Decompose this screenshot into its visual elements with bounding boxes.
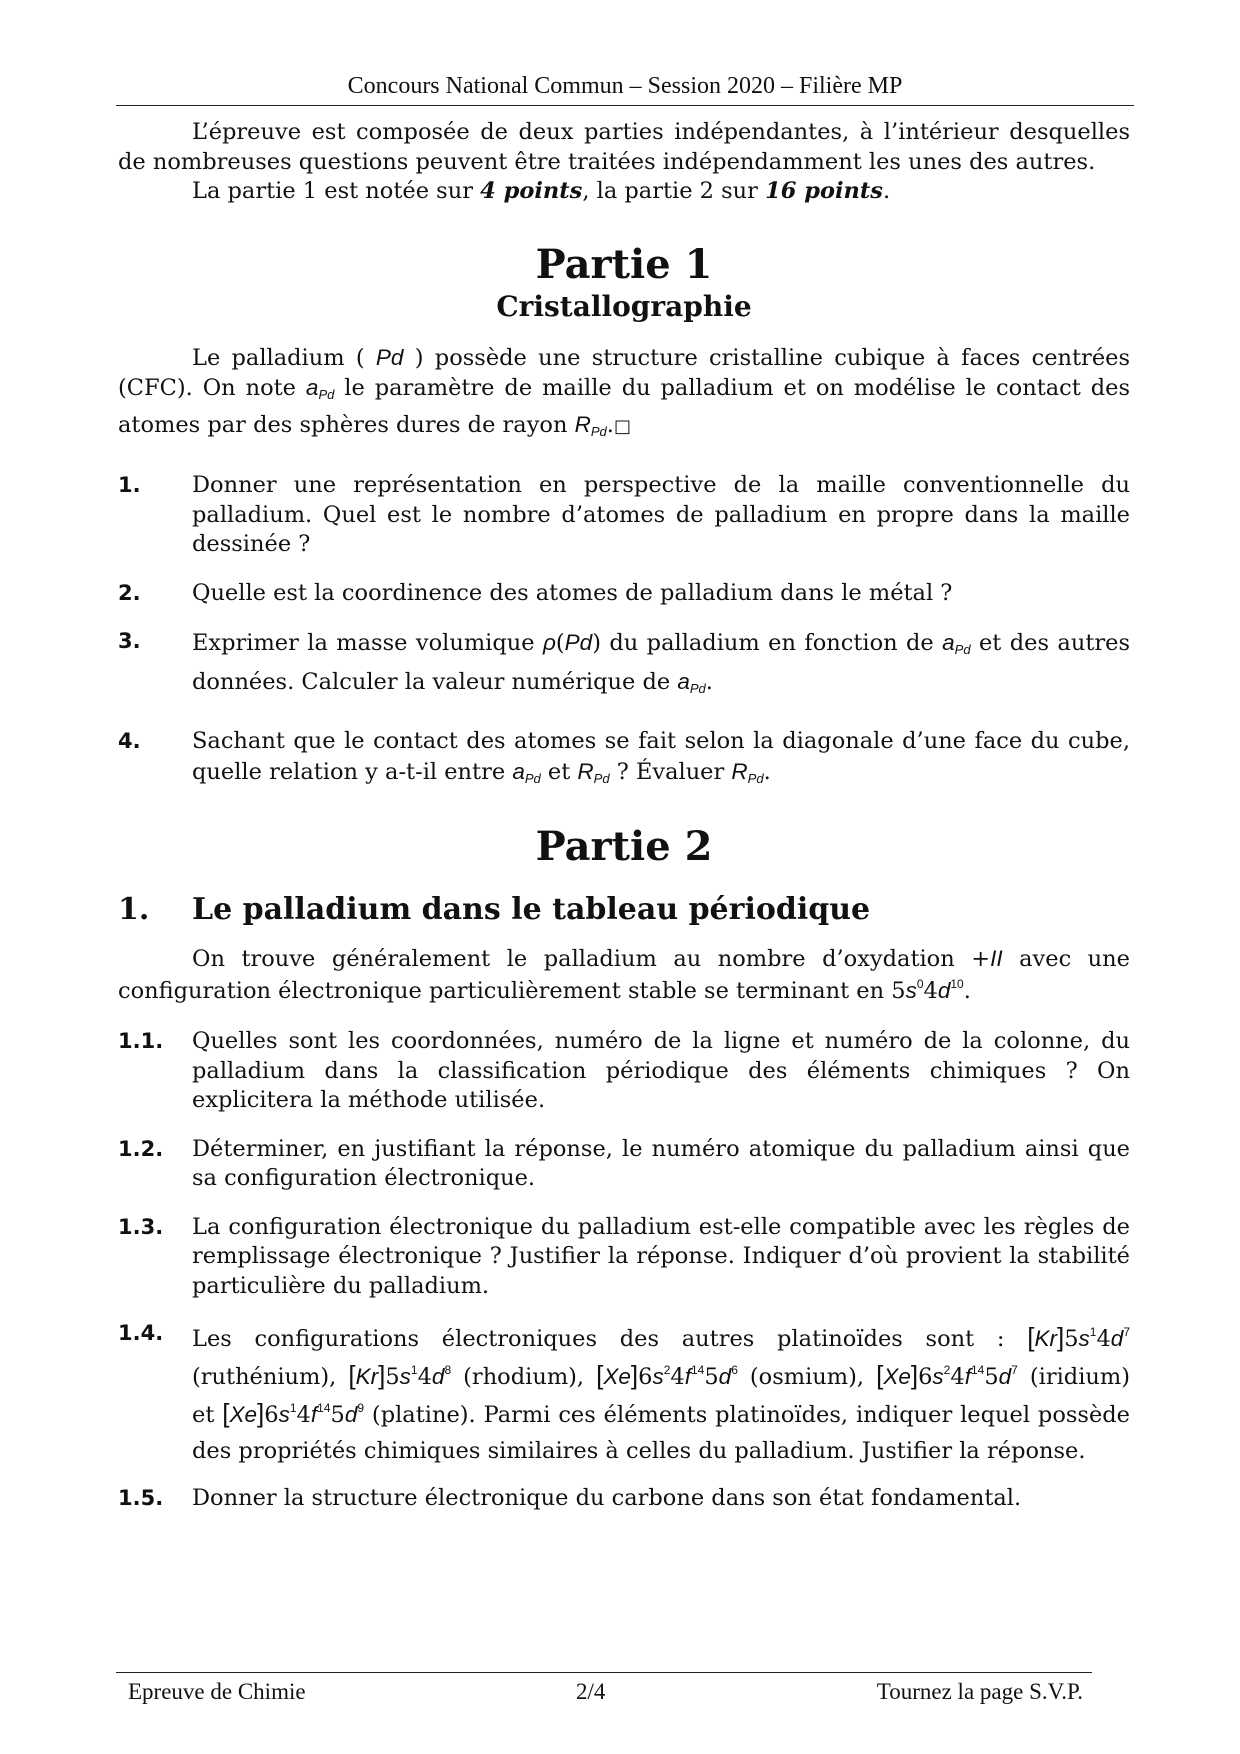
question-3 [118,627,1130,705]
document-body [118,118,1130,1514]
text: ) possède une structure cristalline cubique à faces centrées (CFC). On note [118,344,1130,401]
partie1-points: 4 points [480,178,583,204]
symbol-r-pd: $R_{Pd}$ [577,758,610,786]
question-text: Quelles sont les coordonnées, numéro de la ligne et numéro de la colonne, du palladium dans la classification périodique des éléments chimiques ? On explicitera la méthode utilisée. [192,1028,1130,1113]
question-number: 4. [118,729,141,753]
symbol-a-pd: $a_{Pd}$ [677,669,706,696]
question-1-2 [118,1135,1130,1194]
text: . [606,411,614,438]
question-1-5 [118,1484,1130,1514]
question-1-4 [118,1319,1130,1469]
intro-text: . [882,178,891,204]
question-text: La configuration électronique du palladium est-elle compatible avec les règles de remplissage électronique ? Justifier la réponse. Indiquer d’où provient la stabilité particulière du palladium. [192,1213,1130,1299]
section-title: Le palladium dans le tableau périodique [192,892,871,927]
partie2-title: Partie 2 [535,823,713,870]
section-number: 1. [118,892,150,927]
partie2-intro: On trouve généralement le palladium au nombre d’oxydation +II avec une configuration électronique particulièrement stable se terminant en $5s^04d^{10}$. [118,946,1130,1004]
intro-text: La partie 1 est notée sur [192,178,481,204]
question-text: Donner une représentation en perspective de la maille conventionnelle du palladium. Quel est le nombre d’atomes de palladium en propre dans la maille dessinée ? [192,472,1130,557]
symbol-a-pd: $a_{Pd}$ [305,375,335,402]
text: Le palladium ( [192,344,376,371]
question-number: 1.1. [118,1029,164,1053]
footer-exam-name: Epreuve de Chimie [128,1679,306,1704]
symbol-pd: Pd [564,630,593,655]
question-4 [118,727,1130,793]
intro-paragraph-1: L’épreuve est composée de deux parties indépendantes, à l’intérieur desquelles de nombreuses questions peuvent être traitées indépendamment les unes des autres. [118,119,1130,175]
symbol-a-pd: $a_{Pd}$ [942,630,971,657]
partie1-subtitle: Cristallographie [496,289,752,323]
question-number: 2. [118,580,141,605]
intro-text: , la partie 2 sur [582,178,766,204]
question-number: 1.5. [118,1486,164,1510]
question-1-1 [118,1027,1130,1116]
question-1 [118,471,1130,560]
question-text: Sachant que le contact des atomes se fait selon la diagonale d’une face du cube, quelle relation y a-t-il entre $a_{Pd}$ et $R_{Pd}$ ? Évaluer $R_{Pd}$. [192,728,1130,786]
question-1-3 [118,1213,1130,1302]
question-2 [118,579,1130,609]
symbol-a-pd: $a_{Pd}$ [512,758,541,786]
question-text: Les configurations électroniques des autres platinoïdes sont : $[Kr]5s^14d^7$ (ruthénium), $[Kr]5s^14d^8$ (rhodium), $[Xe]6s^24f^{14}5d^6$ (osmium), $[Xe]6s^24f^{14}5d^7$ (iridium) et $[Xe]6s^14f^{14}5d^9$ (platine). Parmi ces éléments platinoïdes, indiquer lequel possède des propriétés chimiques similaires à celles du palladium. Justifier la réponse. [192,1322,1131,1464]
question-text: Donner la structure électronique du carbone dans son état fondamental. [192,1485,1022,1511]
placeholder-box-icon: □ [613,415,631,437]
question-number: 1. [118,473,141,497]
page-footer [128,1679,1083,1709]
partie1-title: Partie 1 [535,240,713,288]
symbol-pd: Pd [375,344,404,370]
question-text: Déterminer, en justifiant la réponse, le numéro atomique du palladium ainsi que sa configuration électronique. [192,1135,1130,1191]
footer-page-number: 2/4 [576,1679,606,1704]
footer-rule [116,1672,1092,1673]
footer-turn-page: Tournez la page S.V.P. [876,1679,1083,1704]
symbol-rho: ρ [542,630,556,655]
question-number: 1.4. [118,1321,164,1345]
question-number: 3. [118,629,141,653]
header-rule [116,105,1134,106]
partie2-points: 16 points [765,178,883,204]
text: le paramètre de maille du palladium et on modélise le contact des atomes par des sphères dures de rayon [118,375,1130,438]
page-header: Concours National Commun – Session 2020 – Filière MP [347,73,903,99]
symbol-r-pd: $R_{Pd}$ [731,758,764,786]
question-text: Quelle est la coordinence des atomes de palladium dans le métal ? [192,579,953,606]
intro-paragraph-2 [118,177,1130,207]
question-number: 1.3. [118,1214,164,1239]
section-1-heading [118,891,1130,929]
partie1-intro [118,343,1130,447]
oxidation-number: II [990,946,1003,971]
question-text: Exprimer la masse volumique ρ(Pd) du palladium en fonction de $a_{Pd}$ et des autres données. Calculer la valeur numérique de $a_{Pd}$. [192,630,1131,696]
question-number: 1.2. [118,1136,164,1161]
symbol-r-pd: $R_{Pd}$ [574,411,607,439]
